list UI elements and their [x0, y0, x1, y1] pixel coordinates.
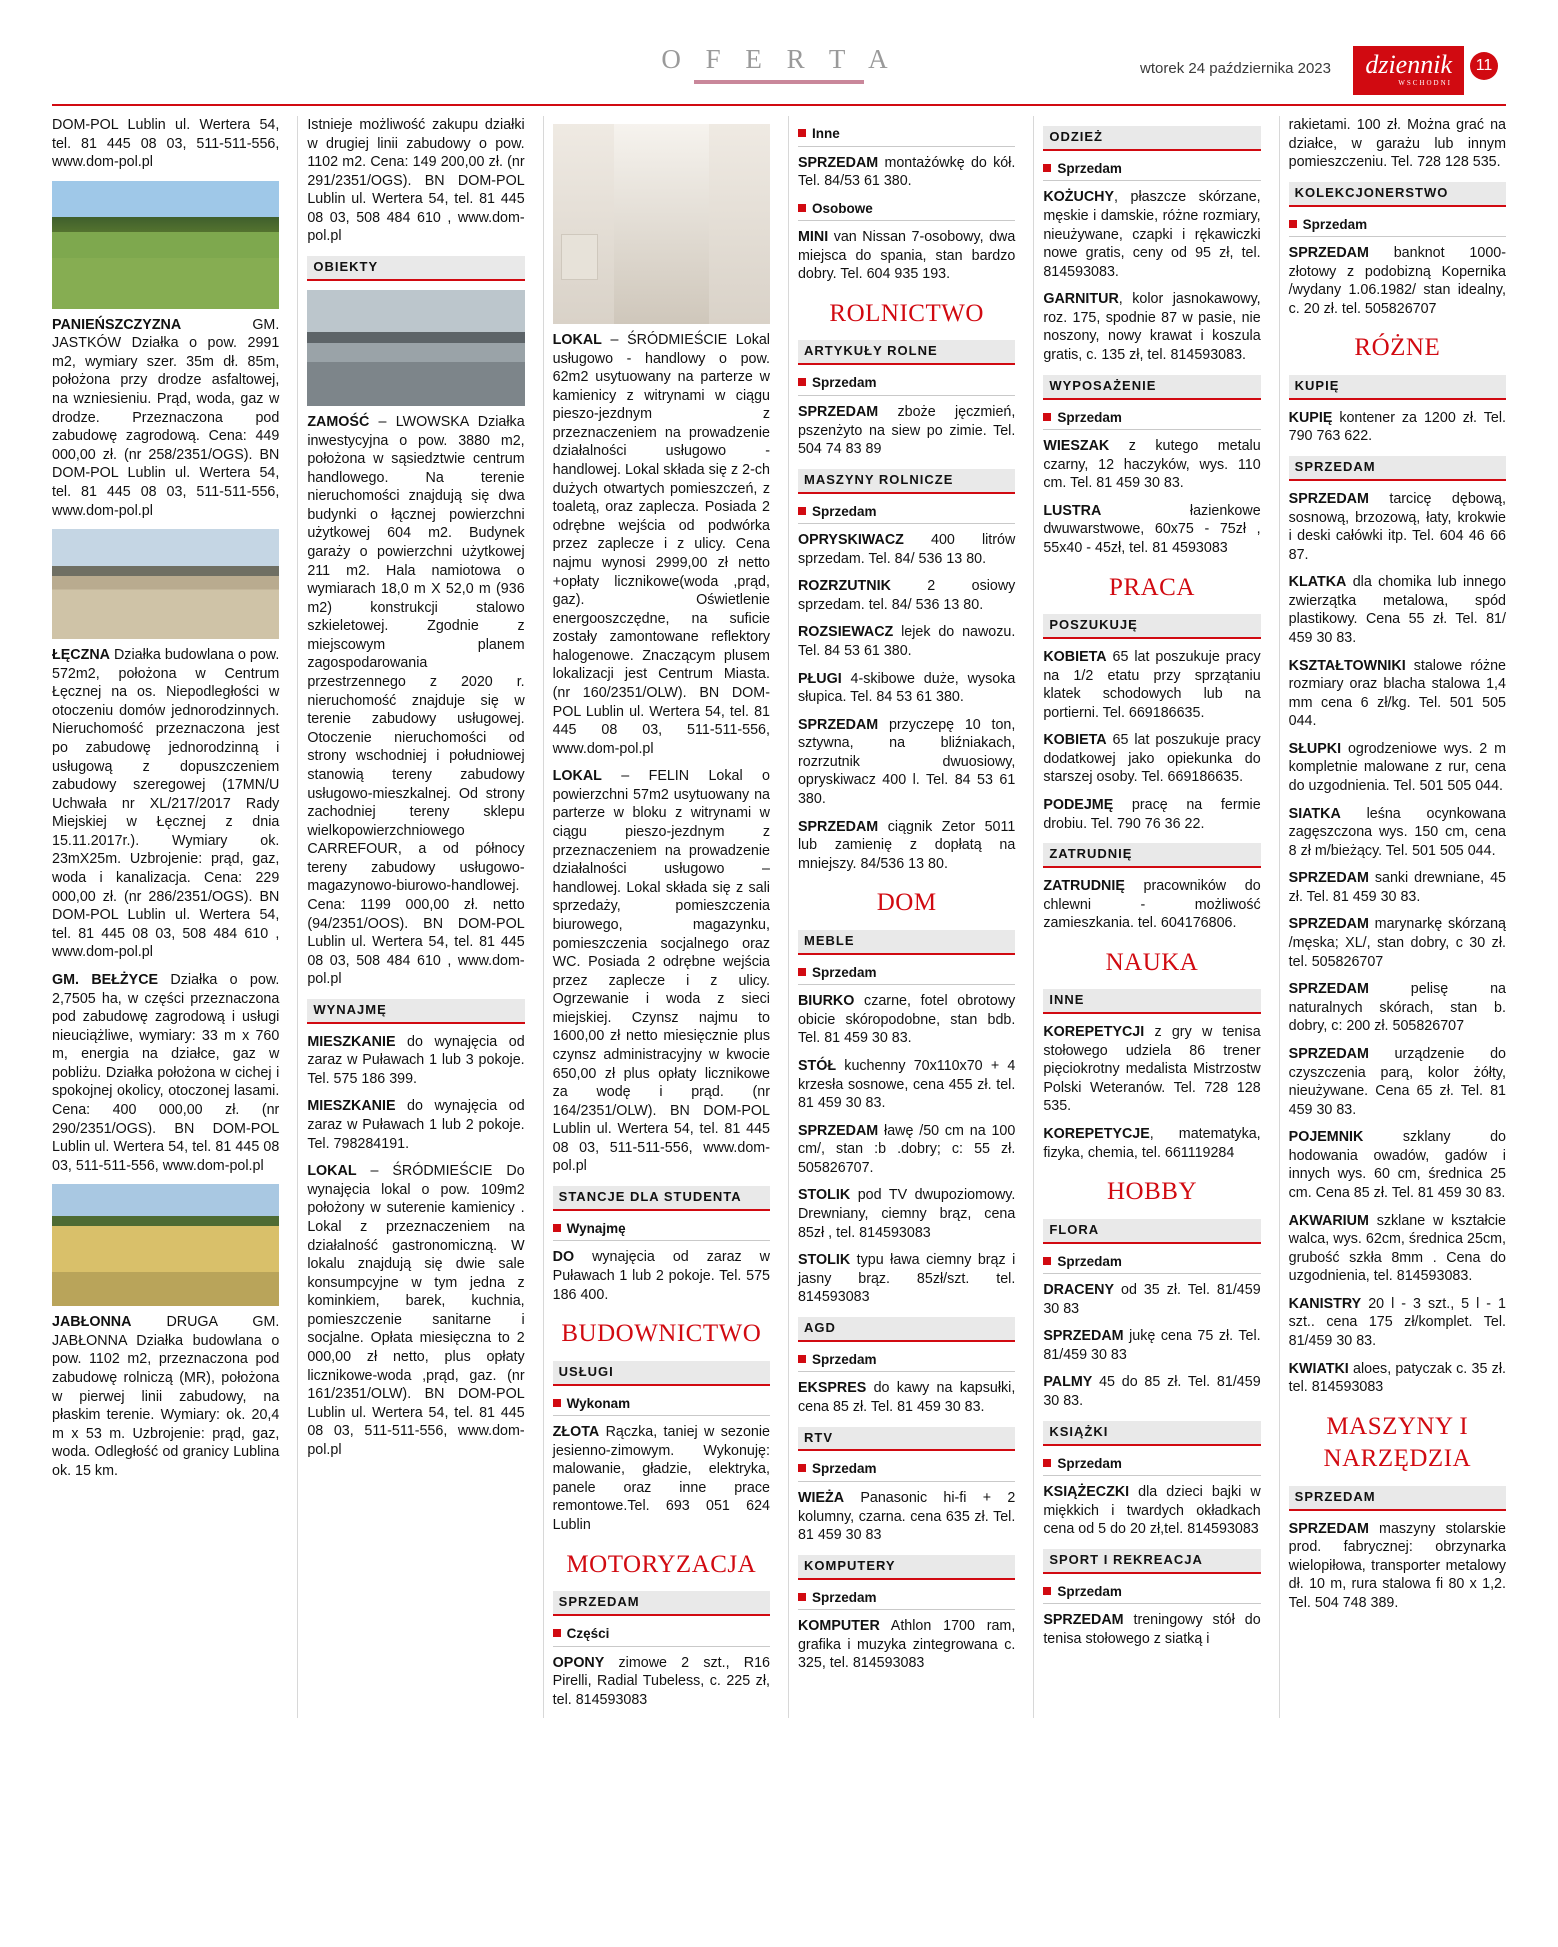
ad-lead: OPONY: [552, 1654, 605, 1671]
ad-text: ogrodzeniowe wys. 2 m kompletnie malowane z rur, cena do uzgodnienia. Tel. 501 505 044.: [1288, 740, 1506, 795]
ad-lead: ZATRUDNIĘ: [1043, 878, 1125, 895]
action-heading: [1043, 1583, 1260, 1605]
action-heading-label: Wynajmę: [566, 1220, 626, 1236]
subcategory-heading: RTV: [798, 1427, 1015, 1452]
ad-lead: KSIĄŻECZKI: [1043, 1484, 1130, 1501]
ad-lead: LOKAL: [552, 768, 602, 785]
ad-lead: ŁĘCZNA: [52, 647, 110, 664]
classified-ad: [1289, 915, 1506, 971]
action-heading: [798, 964, 1015, 986]
ad-lead: EKSPRES: [797, 1380, 867, 1397]
photo-field-panienszczyzna: [52, 181, 279, 309]
ad-lead: AKWARIUM: [1288, 1212, 1369, 1229]
ad-lead: SŁUPKI: [1288, 740, 1342, 757]
ad-text: treningowy stół do tenisa stołowego z siatką i: [1043, 1612, 1261, 1647]
ad-lead: GARNITUR: [1043, 291, 1119, 308]
newspaper-logo: [1353, 46, 1464, 95]
action-heading-label: Inne: [811, 126, 840, 141]
ad-lead: DO: [552, 1249, 575, 1266]
ad-lead: SPRZEDAM: [797, 1122, 879, 1139]
ad-text: lejek do nawozu. Tel. 84 53 61 380.: [797, 624, 1016, 659]
bullet-square-icon: [553, 1224, 561, 1232]
ad-lead: STOLIK: [797, 1252, 851, 1269]
classified-ad: [1289, 244, 1506, 318]
ad-lead: BIURKO: [797, 993, 855, 1010]
ad-lead: KLATKA: [1288, 574, 1347, 591]
ad-lead: KUPIĘ: [1288, 409, 1333, 426]
ad-text: Działka o pow. 2,7505 ha, w części przeznaczona pod zabudowę zagrodową i usługi nieuciążliwe, wymiary: 33 m x 760 m, energia na działce, gaz w pobliżu. Działka położona w cichej i spokojnej okolicy, otoczonej lasami. Cena: 400 000,00 zł. (nr 290/2351/OGS). BN DOM-POL Lublin ul. Wertera 54, tel. 81 445 08 03, 511-511-556, www.dom-pol.pl: [52, 971, 280, 1174]
classified-ad: [1289, 409, 1506, 446]
ad-lead: GM. BEŁŻYCE: [52, 971, 159, 988]
classified-ad: [1289, 1045, 1506, 1119]
action-heading-label: Wykonam: [566, 1395, 631, 1411]
classifieds-column: [1279, 116, 1506, 1718]
ad-lead: STOLIK: [797, 1187, 851, 1204]
ad-lead: MIESZKANIE: [307, 1098, 396, 1115]
subcategory-heading: SPRZEDAM: [1289, 1486, 1506, 1511]
classified-ad: [1043, 1611, 1260, 1648]
section-title: O F E R T A: [661, 44, 897, 74]
ad-text: banknot 1000-złotowy z podobizną Kopernika /wydany 1.06.1982/ stan idealny, c. 20 zł. tel. 505826707: [1288, 245, 1506, 317]
action-heading: [798, 1589, 1015, 1611]
ad-text: do wynajęcia od zaraz w Puławach 1 lub 3 pokoje. Tel. 575 186 399.: [307, 1033, 525, 1087]
subcategory-heading: WYNAJMĘ: [307, 999, 524, 1024]
category-heading: RÓŻNE: [1354, 334, 1441, 362]
classified-ad: [798, 1057, 1015, 1113]
classified-ad: [1043, 1373, 1260, 1410]
ad-lead: SPRZEDAM: [1288, 981, 1369, 998]
bullet-square-icon: [798, 378, 806, 386]
ad-text: do wynajęcia od zaraz w Puławach 1 lub 2 pokoje. Tel. 798284191.: [307, 1098, 525, 1152]
ad-text: van Nissan 7-osobowy, dwa miejsca do spania, stan bardzo dobry. Tel. 604 935 193.: [797, 229, 1016, 283]
ad-lead: ZŁOTA: [552, 1424, 600, 1441]
ad-text: , kolor jasnokawowy, roz. 175, spodnie 87 w pasie, nie noszony, nowy krawat i koszula gratis, c. 135 zł, tel. 814593083.: [1043, 291, 1261, 364]
ad-text: – FELIN Lokal o powierzchni 57m2 usytuowany na parterze w bloku z witrynami w ciągu pieszo-jezdnym z przeznaczeniem na prowadzenie działalności usługowo – handlowej. Lokal składa się z sali sprzedaży, pomieszczenia biurowego, magazynku, pomieszczenia socjalnego oraz WC. Posiada 2 odrębne wejścia przez zaplecze i z ulicy. Ogrzewanie i woda z sieci miejskiej. Czynsz najmu to 1600,00 zł netto miesięcznie plus czynsz administracyjny w kwocie 650,00 zł plus opłaty licznikowe za wodę i prąd. (nr 164/2351/OLW). BN DOM-POL Lublin ul. Wertera 54, tel. 81 445 08 03, 511-511-556, www.dom-pol.pl: [552, 768, 770, 1175]
bullet-square-icon: [553, 1629, 561, 1637]
subcategory-heading: ARTYKUŁY ROLNE: [798, 340, 1015, 365]
subcategory-heading: ODZIEŻ: [1043, 126, 1260, 151]
ad-text: aloes, patyczak c. 35 zł. tel. 814593083: [1288, 1360, 1506, 1396]
action-heading-label: Sprzedam: [811, 1351, 877, 1367]
issue-date: wtorek 24 października 2023: [1140, 60, 1331, 77]
subcategory-heading: SPORT I REKREACJA: [1043, 1549, 1260, 1574]
ad-lead: SPRZEDAM: [1043, 1612, 1124, 1629]
ad-text: stalowe różne rozmiary oraz blacha stalowa 1,4 mm cena 6 zł/kg. Tel. 501 505 044.: [1288, 657, 1506, 730]
classified-ad: [52, 646, 279, 962]
ad-text: urządzenie do czyszczenia parą, kolor żółty, nieużywane. Cena 65 zł. Tel. 81 459 30 83.: [1288, 1045, 1506, 1118]
ad-text: rakietami. 100 zł. Można grać na działce, w garażu lub innym pomieszczeniu. Tel. 728 128 535.: [1288, 117, 1506, 171]
action-heading-label: Sprzedam: [811, 1461, 877, 1477]
ad-text: wynajęcia od zaraz w Puławach 1 lub 2 pokoje. Tel. 575 186 400.: [552, 1249, 770, 1303]
ad-lead: SPRZEDAM: [1288, 245, 1369, 262]
classified-ad: [307, 1033, 524, 1089]
classified-ad: [307, 1162, 524, 1459]
action-heading: [1289, 216, 1506, 238]
ad-text: 45 do 85 zł. Tel. 81/459 30 83.: [1043, 1374, 1261, 1410]
ad-lead: MINI: [797, 229, 829, 246]
classified-ad: [1043, 648, 1260, 722]
subcategory-heading: SPRZEDAM: [553, 1591, 770, 1616]
ad-text: sanki drewniane, 45 zł. Tel. 81 459 30 83.: [1288, 870, 1506, 905]
ad-text: jukę cena 75 zł. Tel. 81/459 30 83: [1043, 1328, 1261, 1363]
classified-ad: [798, 716, 1015, 809]
action-heading: [798, 200, 1015, 222]
classified-ad: [798, 1617, 1015, 1673]
subcategory-heading: KUPIĘ: [1289, 375, 1506, 400]
classified-ad: [798, 403, 1015, 459]
classified-ad: [798, 154, 1015, 191]
category-heading: NAUKA: [1105, 948, 1199, 976]
ad-text: DOM-POL Lublin ul. Wertera 54, tel. 81 445 08 03, 511-511-556, www.dom-pol.pl: [52, 117, 280, 171]
classified-ad: [52, 116, 279, 172]
classified-ad: [1289, 1128, 1506, 1202]
bullet-square-icon: [1043, 164, 1051, 172]
ad-lead: LOKAL: [307, 1163, 357, 1180]
ad-lead: OPRYSKIWACZ: [797, 532, 904, 549]
bullet-square-icon: [798, 1355, 806, 1363]
category-heading: BUDOWNICTWO: [561, 1320, 762, 1348]
ad-lead: PANIEŃSZCZYZNA: [52, 316, 182, 333]
ad-lead: PALMY: [1043, 1374, 1093, 1391]
classified-ad: [1043, 502, 1260, 558]
ad-lead: KOBIETA: [1043, 648, 1107, 665]
ad-text: pracowników do chlewni - możliwość zamieszkania. tel. 604176806.: [1043, 878, 1261, 932]
classifieds-column: [788, 116, 1015, 1718]
page-number: 11: [1470, 52, 1498, 80]
ad-text: Rączka, taniej w sezonie jesienno-zimowym. Wykonuję: malowanie, gładzie, elektryka, panele oraz inne prace remontowe.Tel. 693 051 624 Lublin: [552, 1424, 770, 1534]
action-heading: [798, 503, 1015, 525]
bullet-square-icon: [798, 204, 806, 212]
subcategory-heading: ZATRUDNIĘ: [1043, 843, 1260, 868]
ad-text: – LWOWSKA Działka inwestycyjna o pow. 3880 m2, położona w sąsiedztwie centrum handlowego. Na terenie nieruchomości znajdują się dwa budynki o łącznej powierzchni użytkowej 604 m2. Budynek garaży o powierzchni użytkowej 211 m2. Hala namiotowa o wymiarach 18,0 m X 52,0 m (936 m2) konstrukcji stalowo szkieletowej. Zgodnie z miejscowym planem zagospodarowania przestrzennego z 2020 r. nieruchomość znajduje się w terenie zabudowy usługowej. Otoczenie nieruchomości od strony wschodniej i południowej stanowią tereny zabudowy usługowo-mieszkalnej. Od strony zachodniej tereny sklepu wielkopowierzchniowego CARREFOUR, a od północy tereny zabudowy usługowo-magazynowo-biurowo-handlowej. Cena: 1199 000,00 zł. netto (94/2351/OOS). BN DOM-POL Lublin ul. Wertera 54, tel. 81 445 08 03, 508 484 610 , www.dom-pol.pl: [307, 413, 525, 988]
category-heading: ROLNICTWO: [829, 299, 984, 327]
category-heading: MOTORYZACJA: [566, 1550, 757, 1578]
classified-ad: [798, 228, 1015, 284]
classified-ad: [553, 1654, 770, 1710]
ad-lead: SPRZEDAM: [1288, 1045, 1369, 1062]
subcategory-heading: KOMPUTERY: [798, 1555, 1015, 1580]
photo-field-jablonna: [52, 1184, 279, 1306]
bullet-square-icon: [1043, 1587, 1051, 1595]
ad-text: leśna ocynkowana zagęszczona wys. 150 cm, cena 8 zł m/bieżący. Tel. 501 505 044.: [1288, 805, 1506, 859]
action-heading-label: Części: [566, 1625, 610, 1641]
classified-ad: [1289, 1520, 1506, 1613]
classifieds-column: [297, 116, 524, 1718]
ad-text: GM. JASTKÓW Działka o pow. 2991 m2, wymiary szer. 35m dł. 85m, położona przy drodze asfaltowej, na wzniesieniu. Prąd, woda, gaz w drodze. Przeznaczona pod zabudowę zagrodową. Cena: 449 000,00 zł. (nr 258/2351/OGS). BN DOM-POL Lublin ul. Wertera 54, tel. 81 445 08 03, 511-511-556, www.dom-pol.pl: [52, 316, 280, 519]
ad-lead: SPRZEDAM: [1288, 916, 1369, 933]
ad-text: dla chomika lub innego zwierzątka metalowa, spód plastikowy. Cena 55 zł. Tel. 81/ 459 30 83.: [1288, 574, 1506, 646]
subcategory-heading: WYPOSAŻENIE: [1043, 375, 1260, 400]
action-heading-label: Sprzedam: [811, 964, 877, 980]
classified-ad: [553, 331, 770, 758]
photo-plot-leczna: [52, 529, 279, 639]
ad-lead: DRACENY: [1043, 1282, 1115, 1299]
classified-ad: [52, 1313, 279, 1480]
classified-ad: [52, 971, 279, 1175]
classified-ad: [798, 818, 1015, 874]
ad-text: pracę na fermie drobiu. Tel. 790 76 36 22.: [1043, 796, 1261, 832]
action-heading-label: Sprzedam: [1057, 1583, 1122, 1599]
action-heading-label: Sprzedam: [1057, 1253, 1122, 1269]
ad-lead: KOŻUCHY: [1043, 189, 1115, 206]
subcategory-heading: MEBLE: [798, 930, 1015, 955]
bullet-square-icon: [798, 507, 806, 515]
ad-text: Istnieje możliwość zakupu działki w drugiej linii zabudowy o pow. 1102 m2. Cena: 149 200,00 zł. (nr 291/2351/OGS). BN DOM-POL Lublin ul. Wertera 54, tel. 81 445 08 03, 508 484 610 , www.dom-pol.pl: [307, 117, 525, 245]
ad-lead: STÓŁ: [797, 1058, 837, 1075]
classified-ad: [1289, 1212, 1506, 1286]
classified-ad: [798, 992, 1015, 1048]
ad-text: Panasonic hi-fi + 2 kolumny, czarna. cena 635 zł. Tel. 81 459 30 83: [797, 1489, 1016, 1544]
ad-lead: SPRZEDAM: [797, 818, 879, 835]
action-heading-label: Osobowe: [811, 200, 873, 216]
classified-ad: [1289, 116, 1506, 172]
action-heading-label: Sprzedam: [1057, 1455, 1122, 1471]
ad-lead: KOREPETYCJI: [1043, 1024, 1145, 1041]
ad-text: – ŚRÓDMIEŚCIE Lokal usługowo - handlowy o pow. 62m2 usytuowany na parterze w kamienicy z witrynami w ciągu pieszo-jezdnym z przeznaczeniem na prowadzenie działalności usługowo - handlowej. Lokal składa się z 2-ch dużych otwartych pomieszczeń, z toaletą, oraz zaplecza. Posiada 2 odrębne wejścia od podwórka przez zaplecze i z ulicy. Cena najmu wynosi 2999,00 zł netto +opłaty licznikowe(woda ,prąd, gaz). Oświetlenie energooszczędne, na suficie zostały zamontowane reflektory halogenowe. Znaczącym plusem lokalizacji jest Centrum Miasta. (nr 160/2351/OLW). BN DOM-POL Lublin ul. Wertera 54, tel. 81 445 08 03, 511-511-556, www.dom-pol.pl: [552, 332, 770, 757]
header-divider: [52, 104, 1506, 106]
action-heading: [1043, 1455, 1260, 1477]
classified-ad: [553, 1248, 770, 1304]
action-heading: [1043, 409, 1260, 431]
classifieds-column: [543, 116, 770, 1718]
classified-ad: [1289, 1360, 1506, 1397]
category-heading: DOM: [876, 889, 937, 917]
classified-ad: [307, 116, 524, 246]
action-heading-label: Sprzedam: [811, 375, 877, 391]
ad-text: łazienkowe dwuwarstwowe, 60x75 - 75zł , 55x40 - 45zł, tel. 81 4593083: [1043, 502, 1261, 556]
ad-text: kontener za 1200 zł. Tel. 790 763 622.: [1288, 409, 1506, 445]
action-heading-label: Sprzedam: [1302, 216, 1368, 232]
classified-ad: [1043, 1327, 1260, 1364]
classified-ad: [553, 767, 770, 1176]
bullet-square-icon: [553, 1399, 561, 1407]
classified-ad: [1043, 877, 1260, 933]
ad-text: pelisę na naturalnych skórach, stan b. dobry, c: 200 zł. 505826707: [1288, 981, 1506, 1035]
ad-lead: MIESZKANIE: [307, 1033, 396, 1050]
ad-text: 2 osiowy sprzedam. tel. 84/ 536 13 80.: [797, 578, 1016, 613]
ad-text: , matematyka, fizyka, chemia, tel. 661119284: [1043, 1126, 1261, 1161]
ad-text: kuchenny 70x110x70 + 4 krzesła sosnowe, cena 455 zł. tel. 81 459 30 83.: [797, 1058, 1016, 1112]
masthead: [52, 38, 1506, 100]
action-heading-label: Sprzedam: [1057, 160, 1122, 176]
ad-text: Działka budowlana o pow. 572m2, położona w Centrum Łęcznej na os. Niepodległości w otoczeniu domów jednorodzinnych. Nieruchomość przeznaczona jest po zabudowę jednorodzinną i usługową z dopuszczeniem zabudowy szeregowej (17MN/U Uchwała nr XL/217/2017 Rady Miejskiej w Łęcznej z dnia 15.11.2017r.). Wymiary ok. 23mX25m. Uzbrojenie: prąd, gaz, woda i kanalizacja. Cena: 229 000,00 zł. (nr 286/2351/OGS). BN DOM-POL Lublin ul. Wertera 54, tel. 81 445 08 03, 508 484 610 , www.dom-pol.pl: [52, 647, 280, 961]
classified-ad: [1289, 805, 1506, 861]
classified-ad: [1043, 1023, 1260, 1116]
ad-text: szklane w kształcie walca, wys. 62cm, średnica 25cm, grubość szkła 8mm . Cena do uzgodnienia, tel. 814593083.: [1288, 1212, 1506, 1285]
ad-lead: LOKAL: [552, 332, 602, 348]
classifieds-columns: [52, 116, 1506, 1718]
ad-text: Athlon 1700 ram, grafika i muzyka zintegrowana c. 325, tel. 814593083: [797, 1618, 1016, 1672]
classified-ad: [798, 1251, 1015, 1307]
ad-text: 65 lat poszukuje pracy dodatkowej jako opiekunka do starszej osoby. Tel. 669186635.: [1043, 732, 1261, 786]
classified-ad: [798, 1122, 1015, 1178]
ad-lead: SIATKA: [1288, 805, 1341, 822]
ad-lead: KOBIETA: [1043, 732, 1107, 749]
ad-lead: SPRZEDAM: [1288, 1520, 1369, 1537]
action-heading: [1043, 1253, 1260, 1275]
classified-ad: [798, 1489, 1015, 1545]
ad-text: – ŚRÓDMIEŚCIE Do wynajęcia lokal o pow. 109m2 położony w suterenie kamienicy . Lokal z przeznaczeniem na działalność gastronomiczną. W lokalu znajdują się dwie sale konsumpcyjne w tym jedna z kominkiem, barek, kuchnia, pomieszczenie sanitarne i socjalne. Opłata miesięczna to 2 000,00 zł netto, plus opłaty licznikowe-woda ,prąd, gaz. (nr 161/2351/OLW). BN DOM-POL Lublin ul. Wertera 54, tel. 81 445 08 03, 511-511-556, www.dom-pol.pl: [307, 1163, 525, 1458]
ad-lead: KOREPETYCJE: [1043, 1126, 1150, 1143]
classified-ad: [1043, 1125, 1260, 1162]
action-heading-label: Sprzedam: [811, 1589, 877, 1605]
subcategory-heading: KOLEKCJONERSTWO: [1289, 182, 1506, 207]
ad-text: DRUGA GM. JABŁONNA Działka budowlana o pow. 1102 m2, przeznaczona pod zabudowę rolniczą (MR), położona w pierwej linii zabudowy, na płaskim terenie. Wymiary: ok. 20,4 m x 53 m. Uzbrojenie: prąd, gaz, woda. Odległość od granicy Lublina ok. 15 km.: [52, 1314, 280, 1479]
classified-ad: [1043, 437, 1260, 493]
classifieds-column: [52, 116, 279, 1718]
ad-lead: WIEŻA: [797, 1489, 845, 1506]
classified-ad: [1289, 869, 1506, 906]
section-title-rule: [694, 80, 864, 84]
subcategory-heading: OBIEKTY: [307, 256, 524, 281]
action-heading: [553, 1625, 770, 1647]
action-heading: [798, 1460, 1015, 1482]
subcategory-heading: KSIĄŻKI: [1043, 1421, 1260, 1446]
ad-lead: SPRZEDAM: [1288, 870, 1369, 887]
ad-lead: ROZRZUTNIK: [797, 578, 891, 595]
ad-text: tarcicę dębową, sosnową, brzozową, łaty, krokwie i deski całówki itp. Tel. 604 46 66 87.: [1288, 490, 1506, 563]
ad-text: montażówkę do kół. Tel. 84/53 61 380.: [797, 154, 1016, 190]
classified-ad: [1043, 1281, 1260, 1318]
classified-ad: [1289, 1295, 1506, 1351]
classified-ad: [553, 1423, 770, 1534]
ad-text: z kutego metalu czarny, 12 haczyków, wys. 110 cm. Tel. 81 459 30 83.: [1043, 438, 1261, 492]
newspaper-logo-text: dziennik: [1365, 50, 1452, 79]
ad-text: ciągnik Zetor 5011 lub zamienię z dopłatą na mniejszy. 84/536 13 80.: [797, 818, 1016, 872]
ad-text: 400 litrów sprzedam. Tel. 84/ 536 13 80.: [797, 532, 1016, 567]
classified-ad: [1043, 188, 1260, 281]
classified-ad: [1043, 1483, 1260, 1539]
action-heading: [553, 1220, 770, 1242]
ad-lead: JABŁONNA: [52, 1314, 132, 1331]
ad-text: 20 l - 3 szt., 5 l - 1 szt.. cena 175 zł/komplet. Tel. 81/459 30 83.: [1288, 1295, 1506, 1350]
classified-ad: [1289, 573, 1506, 647]
bullet-square-icon: [798, 968, 806, 976]
action-heading: [798, 125, 1015, 147]
ad-text: , płaszcze skórzane, męskie i damskie, różne rozmiary, nieużywane, czapki i rękawiczki nowe gratis, ceny od 95 zł, tel. 814593083.: [1043, 189, 1261, 280]
ad-text: do kawy na kapsułki, cena 85 zł. Tel. 81 459 30 83.: [797, 1380, 1016, 1415]
bullet-square-icon: [798, 129, 806, 137]
classified-ad: [52, 316, 279, 520]
subcategory-heading: INNE: [1043, 989, 1260, 1014]
bullet-square-icon: [798, 1593, 806, 1601]
action-heading: [1043, 160, 1260, 182]
bullet-square-icon: [798, 1464, 806, 1472]
ad-text: pod TV dwupoziomowy. Drewniany, ciemny brąz, cena 85zł , tel. 814593083: [797, 1187, 1016, 1241]
classified-ad: [1289, 740, 1506, 796]
bullet-square-icon: [1043, 1459, 1051, 1467]
ad-lead: SPRZEDAM: [797, 716, 879, 733]
ad-text: zimowe 2 szt., R16 Pirelli, Radial Tubeless, c. 225 zł, tel. 814593083: [552, 1654, 770, 1708]
ad-lead: SPRZEDAM: [797, 154, 879, 171]
ad-lead: WIESZAK: [1043, 438, 1110, 455]
ad-text: czarne, fotel obrotowy obicie skóropodobne, stan bdb. Tel. 81 459 30 83.: [797, 993, 1016, 1047]
ad-text: od 35 zł. Tel. 81/459 30 83: [1043, 1282, 1261, 1317]
ad-text: szklany do hodowania owadów, gadów i innych wys. 60 cm, średnica 25 cm. Cena 85 zł. Tel. 81 459 30 83.: [1288, 1129, 1506, 1201]
ad-lead: KANISTRY: [1288, 1295, 1362, 1312]
classified-ad: [1289, 490, 1506, 564]
subcategory-heading: STANCJE DLA STUDENTA: [553, 1186, 770, 1211]
subcategory-heading: AGD: [798, 1317, 1015, 1342]
classified-ad: [307, 413, 524, 989]
bullet-square-icon: [1043, 1257, 1051, 1265]
classified-ad: [1289, 980, 1506, 1036]
ad-text: przyczepę 10 ton, sztywna, na bliźniakach, rozrzutnik dwuosiowy, opryskiwacz 400 l. Tel. 84 53 61 380.: [797, 716, 1016, 808]
subcategory-heading: MASZYNY ROLNICZE: [798, 469, 1015, 494]
photo-commercial-zamosc: [307, 290, 524, 406]
ad-lead: SPRZEDAM: [1043, 1328, 1124, 1345]
ad-text: typu ława ciemny brąz i jasny brąz. 85zł/szt. tel. 814593083: [797, 1252, 1016, 1306]
action-heading: [553, 1395, 770, 1417]
bullet-square-icon: [1043, 413, 1051, 421]
ad-lead: KOMPUTER: [797, 1618, 880, 1635]
classified-ad: [798, 531, 1015, 568]
classified-ad: [798, 577, 1015, 614]
ad-lead: KSZTAŁTOWNIKI: [1288, 657, 1406, 674]
subcategory-heading: SPRZEDAM: [1289, 456, 1506, 481]
action-heading: [798, 1351, 1015, 1373]
classified-ad: [1043, 290, 1260, 364]
ad-lead: PŁUGI: [797, 670, 842, 687]
bullet-square-icon: [1289, 220, 1297, 228]
ad-text: dla dzieci bajki w miękkich i twardych okładkach cena od 5 do 20 zł,tel. 814593083: [1043, 1484, 1261, 1538]
ad-text: marynarkę skórzaną /męska; XL/, stan dobry, c 30 zł. tel. 505826707: [1288, 916, 1506, 970]
newspaper-logo-subtext: WSCHODNI: [1398, 79, 1452, 87]
ad-lead: PODEJMĘ: [1043, 796, 1114, 813]
classified-ad: [798, 1379, 1015, 1416]
ad-text: ławę /50 cm na 100 cm/, stan :b .dobry; c: 55 zł. 505826707.: [797, 1122, 1016, 1176]
classified-ad: [1043, 731, 1260, 787]
ad-lead: SPRZEDAM: [1288, 490, 1369, 507]
action-heading: [798, 374, 1015, 396]
ad-text: 4-skibowe duże, wysoka słupica. Tel. 84 53 61 380.: [797, 670, 1016, 706]
ad-text: 65 lat poszukuje pracy na 1/2 etatu przy sprzątaniu klatek schodowych lub na portierni. Tel. 669186635.: [1043, 648, 1261, 721]
subcategory-heading: POSZUKUJĘ: [1043, 614, 1260, 639]
photo-interior-lokal: [553, 124, 770, 324]
ad-lead: SPRZEDAM: [797, 403, 879, 420]
classified-ad: [798, 623, 1015, 660]
category-heading: PRACA: [1109, 573, 1195, 601]
ad-lead: POJEMNIK: [1288, 1129, 1364, 1146]
ad-text: maszyny stolarskie prod. fabrycznej: obrzynarka wielopiłowa, transporter metalowy dł. 10 m, rura stalowa fi 80 x 1,2. Tel. 504 748 389.: [1288, 1520, 1506, 1611]
ad-lead: ZAMOŚĆ: [307, 413, 370, 430]
classified-ad: [798, 670, 1015, 707]
action-heading-label: Sprzedam: [811, 503, 877, 519]
ad-lead: ROZSIEWACZ: [797, 624, 894, 641]
classified-ad: [798, 1186, 1015, 1242]
classified-ad: [1043, 796, 1260, 833]
classified-ad: [1289, 657, 1506, 731]
ad-lead: KWIATKI: [1288, 1360, 1349, 1377]
ad-text: zboże jęczmień, pszenżyto na siew po zimie. Tel. 504 74 83 89: [797, 403, 1016, 458]
subcategory-heading: FLORA: [1043, 1219, 1260, 1244]
subcategory-heading: USŁUGI: [553, 1361, 770, 1386]
category-heading: MASZYNY I NARZĘDZIA: [1323, 1412, 1472, 1473]
action-heading-label: Sprzedam: [1057, 409, 1122, 425]
classifieds-column: [1033, 116, 1260, 1718]
classified-ad: [307, 1097, 524, 1153]
category-heading: HOBBY: [1106, 1178, 1197, 1206]
ad-lead: LUSTRA: [1043, 502, 1102, 519]
ad-text: z gry w tenisa stołowego udziela 86 trener pięciokrotny medalista Mistrzostw Polski Weteranów. Tel. 728 128 535.: [1043, 1024, 1261, 1115]
